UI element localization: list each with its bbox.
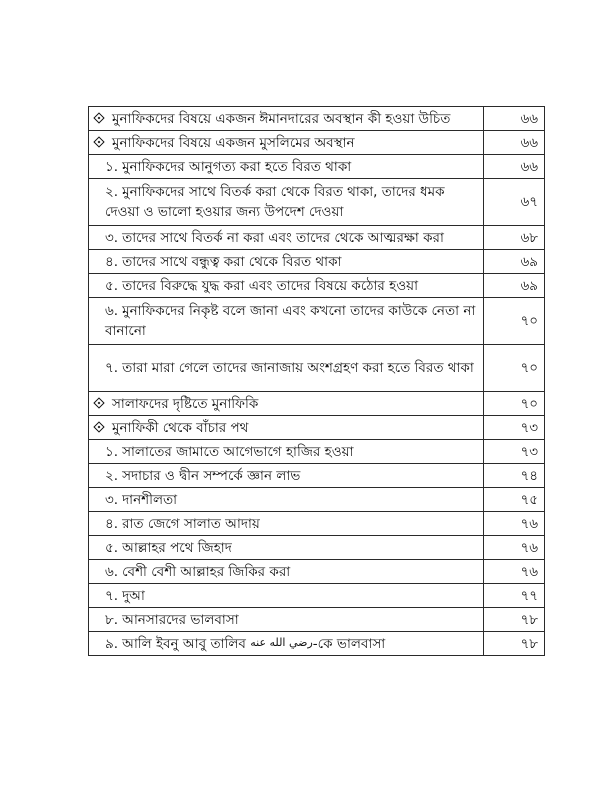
toc-page-number: ৭০ — [484, 298, 545, 345]
toc-entry-title-cell — [89, 440, 484, 464]
toc-entry-title-cell — [89, 464, 484, 488]
toc-entry-title: আল্লাহর পথে জিহাদ — [122, 539, 232, 556]
toc-page-number: ৬৯ — [484, 250, 545, 274]
toc-entry-number: ৩. — [105, 229, 119, 246]
toc-entry-number: ৪. — [105, 253, 119, 270]
table-of-contents — [88, 106, 545, 656]
toc-entry-number: ৭. — [105, 587, 119, 604]
toc-row — [89, 226, 545, 250]
toc-row — [89, 250, 545, 274]
toc-entry-title-cell — [89, 274, 484, 298]
toc-row — [89, 274, 545, 298]
toc-page-number: ৭০ — [484, 345, 545, 392]
toc-entry-title: সালাফদের দৃষ্টিতে মুনাফিকি — [112, 395, 259, 412]
toc-entry-title: তাদের সাথে বন্ধুত্ব করা থেকে বিরত থাকা — [122, 253, 342, 270]
toc-entry-title-cell — [89, 512, 484, 536]
toc-page-number: ৬৮ — [484, 226, 545, 250]
toc-entry-number: ৩. — [105, 491, 119, 508]
toc-page-number: ৭৬ — [484, 512, 545, 536]
toc-page-number: ৭৬ — [484, 536, 545, 560]
toc-page-number: ৭৩ — [484, 416, 545, 440]
diamond-bullet-icon — [93, 397, 104, 408]
toc-entry-title-suffix: -কে ভালবাসা — [312, 636, 386, 652]
toc-entry-number: ৫. — [105, 539, 119, 556]
toc-entry-number: ৭. — [105, 360, 119, 376]
toc-entry-title-cell — [89, 345, 484, 392]
toc-page-number: ৭৮ — [484, 608, 545, 632]
toc-page-number: ৬৬ — [484, 131, 545, 155]
toc-entry-title-cell — [89, 488, 484, 512]
toc-entry-title: মুনাফিকদের বিষয়ে একজন ঈমানদারের অবস্থান কী হওয়া উচিত — [112, 110, 451, 127]
toc-row — [89, 155, 545, 179]
toc-row — [89, 536, 545, 560]
diamond-bullet-icon — [93, 421, 104, 432]
toc-page-number: ৬৭ — [484, 179, 545, 226]
toc-entry-title: বেশী বেশী আল্লাহর জিকির করা — [122, 563, 291, 580]
toc-entry-title: সদাচার ও দ্বীন সম্পর্কে জ্ঞান লাভ — [122, 467, 301, 484]
toc-entry-number: ৬. — [105, 563, 119, 580]
toc-entry-title: মুনাফিকদের সাথে বিতর্ক করা থেকে বিরত থাকা, তাদের ধমক দেওয়া ও ভালো হওয়ার জন্য উপদেশ দেওয়া — [105, 184, 445, 220]
toc-entry-title: তাদের সাথে বিতর্ক না করা এবং তাদের থেকে আত্মরক্ষা করা — [122, 229, 444, 246]
toc-row — [89, 392, 545, 416]
toc-page-number: ৭৮ — [484, 632, 545, 656]
honorific-ligature: رضي الله عنه — [250, 636, 313, 649]
toc-entry-title-cell — [89, 179, 484, 226]
toc-page-number: ৭৫ — [484, 488, 545, 512]
toc-page-number: ৭০ — [484, 392, 545, 416]
toc-entry-number: ১. — [105, 443, 119, 460]
toc-entry-title-cell — [89, 226, 484, 250]
toc-entry-title-cell — [89, 131, 484, 155]
toc-entry-number: ৯. — [105, 636, 119, 652]
toc-entry-title: মুনাফিকদের নিকৃষ্ট বলে জানা এবং কখনো তাদের কাউকে নেতা না বানানো — [105, 303, 476, 339]
toc-row — [89, 584, 545, 608]
toc-entry-title-cell — [89, 250, 484, 274]
toc-entry-title-cell — [89, 584, 484, 608]
toc-entry-number: ৪. — [105, 515, 119, 532]
diamond-bullet-icon — [93, 112, 104, 123]
toc-entry-title-cell — [89, 632, 484, 656]
toc-page-number: ৬৯ — [484, 274, 545, 298]
diamond-bullet-icon — [93, 136, 104, 147]
toc-row — [89, 416, 545, 440]
toc-body — [89, 107, 545, 656]
toc-row — [89, 345, 545, 392]
toc-page-number: ৬৬ — [484, 155, 545, 179]
toc-row — [89, 131, 545, 155]
toc-page-number: ৭৩ — [484, 440, 545, 464]
toc-page-number: ৭৪ — [484, 464, 545, 488]
toc-row — [89, 608, 545, 632]
toc-page-number: ৭৬ — [484, 560, 545, 584]
toc-entry-title: সালাতের জামাতে আগেভাগে হাজির হওয়া — [122, 443, 354, 460]
toc-entry-title: আনসারদের ভালবাসা — [122, 611, 239, 628]
toc-row — [89, 488, 545, 512]
toc-entry-title-cell — [89, 416, 484, 440]
toc-entry-title-cell — [89, 608, 484, 632]
toc-row — [89, 512, 545, 536]
toc-entry-title: দুআ — [122, 587, 145, 604]
toc-entry-title: মুনাফিকদের আনুগত্য করা হতে বিরত থাকা — [122, 158, 352, 175]
toc-row — [89, 298, 545, 345]
toc-entry-title: আলি ইবনু আবু তালিব — [122, 636, 246, 652]
toc-entry-number: ৬. — [105, 303, 119, 319]
toc-row — [89, 464, 545, 488]
toc-entry-title-cell — [89, 155, 484, 179]
toc-entry-title: তারা মারা গেলে তাদের জানাজায় অংশগ্রহণ করা হতে বিরত থাকা — [122, 360, 474, 376]
toc-entry-title: দানশীলতা — [122, 491, 178, 508]
toc-entry-title: রাত জেগে সালাত আদায় — [122, 515, 260, 532]
toc-entry-title-cell — [89, 560, 484, 584]
toc-row — [89, 632, 545, 656]
toc-entry-title: মুনাফিকী থেকে বাঁচার পথ — [112, 419, 249, 436]
toc-page-number: ৬৬ — [484, 107, 545, 131]
toc-entry-title: তাদের বিরুদ্ধে যুদ্ধ করা এবং তাদের বিষয়ে কঠোর হওয়া — [122, 277, 419, 294]
toc-entry-title-cell — [89, 298, 484, 345]
toc-entry-title: মুনাফিকদের বিষয়ে একজন মুসলিমের অবস্থান — [112, 134, 355, 151]
toc-row — [89, 107, 545, 131]
toc-entry-number: ২. — [105, 184, 119, 200]
toc-entry-title-cell — [89, 392, 484, 416]
toc-row — [89, 560, 545, 584]
toc-row — [89, 179, 545, 226]
toc-row — [89, 440, 545, 464]
toc-entry-number: ১. — [105, 158, 119, 175]
toc-page-number: ৭৭ — [484, 584, 545, 608]
toc-entry-number: ২. — [105, 467, 119, 484]
toc-entry-number: ৮. — [105, 611, 119, 628]
toc-entry-number: ৫. — [105, 277, 119, 294]
toc-entry-title-cell — [89, 536, 484, 560]
toc-entry-title-cell — [89, 107, 484, 131]
